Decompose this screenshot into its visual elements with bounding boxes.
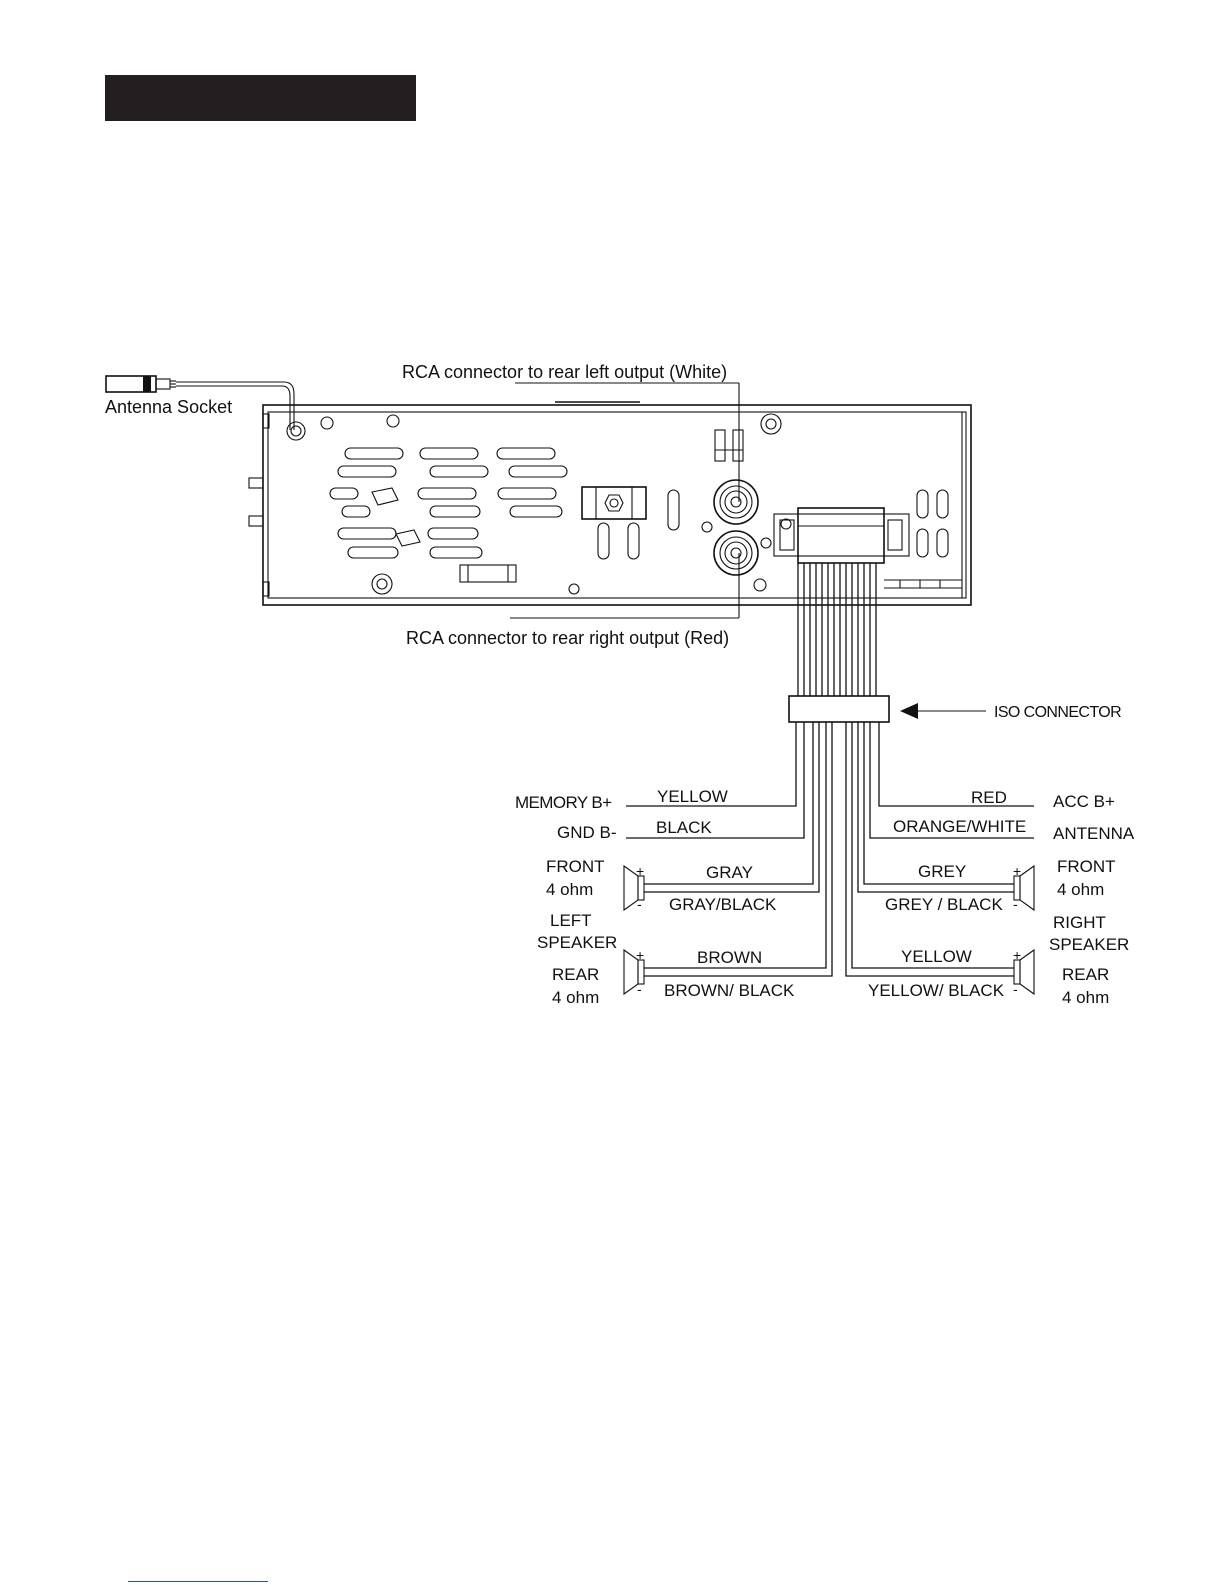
left-front-title: FRONT <box>546 857 605 876</box>
antenna-wire-color: ORANGE/WHITE <box>893 817 1027 836</box>
right-rear-pos-color: YELLOW <box>901 947 972 966</box>
polarity-minus: - <box>1013 981 1018 997</box>
gnd-wire-color: BLACK <box>656 818 712 837</box>
output-wires <box>626 722 1034 976</box>
left-rear-neg-color: BROWN/ BLACK <box>664 981 795 1000</box>
rca-right-label: RCA connector to rear right output (Red) <box>406 628 730 648</box>
left-front-ohm: 4 ohm <box>546 880 594 899</box>
right-front-title: FRONT <box>1057 857 1116 876</box>
right-front-pos-color: GREY <box>918 862 967 881</box>
iso-connector-block <box>789 696 889 722</box>
left-rear-title: REAR <box>552 965 600 984</box>
right-rear-neg-color: YELLOW/ BLACK <box>868 981 1005 1000</box>
polarity-plus: + <box>636 947 645 963</box>
acc-wire-color: RED <box>971 788 1007 807</box>
left-speaker-label-line2: SPEAKER <box>537 933 618 952</box>
right-speaker-label-line2: SPEAKER <box>1049 935 1130 954</box>
rca-left-label: RCA connector to rear left output (White) <box>402 362 728 382</box>
polarity-minus: - <box>1013 896 1018 912</box>
left-front-pos-color: GRAY <box>706 863 753 882</box>
right-front-ohm: 4 ohm <box>1057 880 1105 899</box>
left-rear-pos-color: BROWN <box>697 948 763 967</box>
rca-leader-lines <box>510 383 739 618</box>
right-rear-ohm: 4 ohm <box>1062 988 1110 1007</box>
left-speaker-label-line1: LEFT <box>550 911 592 930</box>
head-unit-chassis <box>249 402 971 605</box>
memory-wire-color: YELLOW <box>657 787 728 806</box>
left-front-neg-color: GRAY/BLACK <box>669 895 777 914</box>
right-front-neg-color: GREY / BLACK <box>885 895 1003 914</box>
wire-harness-bundle <box>798 563 876 696</box>
polarity-plus: + <box>1013 863 1022 879</box>
left-rear-ohm: 4 ohm <box>552 988 600 1007</box>
right-speaker-label-line1: RIGHT <box>1053 913 1106 932</box>
acc-b-plus-label: ACC B+ <box>1053 792 1115 811</box>
polarity-minus: - <box>637 896 642 912</box>
iso-arrow <box>900 703 986 719</box>
right-rear-title: REAR <box>1062 965 1110 984</box>
memory-b-plus-label: MEMORY B+ <box>515 793 612 812</box>
antenna-lead-label: ANTENNA <box>1053 824 1135 843</box>
polarity-plus: + <box>1013 947 1022 963</box>
iso-connector-label: ISO CONNECTOR <box>994 704 1122 721</box>
antenna-socket-label: Antenna Socket <box>105 397 233 417</box>
polarity-minus: - <box>637 981 642 997</box>
polarity-plus: + <box>636 863 645 879</box>
gnd-label: GND B- <box>557 823 617 842</box>
